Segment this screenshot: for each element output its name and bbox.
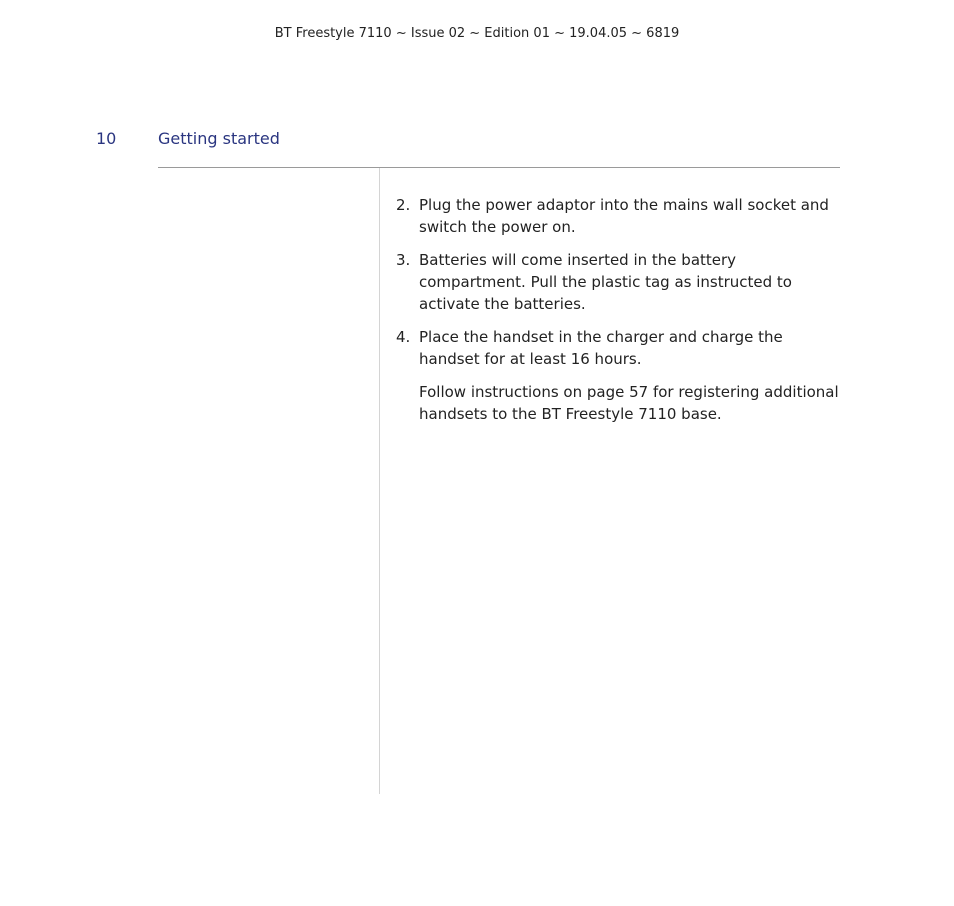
section-title: Getting started <box>158 129 280 148</box>
step-number: 4. <box>396 328 411 346</box>
header-divider <box>158 167 840 168</box>
column-divider <box>379 168 380 794</box>
step-text: Batteries will come inserted in the battery compartment. Pull the plastic tag as instructed to activate the batteries. <box>419 251 792 313</box>
list-item <box>396 194 846 238</box>
step-number: 3. <box>396 251 411 269</box>
step-number: 2. <box>396 196 411 214</box>
step-text: Plug the power adaptor into the mains wall socket and switch the power on. <box>419 196 829 236</box>
running-header: BT Freestyle 7110 ~ Issue 02 ~ Edition 01 ~ 19.04.05 ~ 6819 <box>274 26 680 41</box>
instruction-list <box>396 194 846 425</box>
list-item <box>396 249 846 315</box>
page-number: 10 <box>96 129 117 148</box>
step-text: Place the handset in the charger and charge the handset for at least 16 hours. <box>419 328 783 368</box>
step-note: Follow instructions on page 57 for registering additional handsets to the BT Freestyle 7110 base. <box>419 383 839 423</box>
list-item <box>396 326 846 370</box>
